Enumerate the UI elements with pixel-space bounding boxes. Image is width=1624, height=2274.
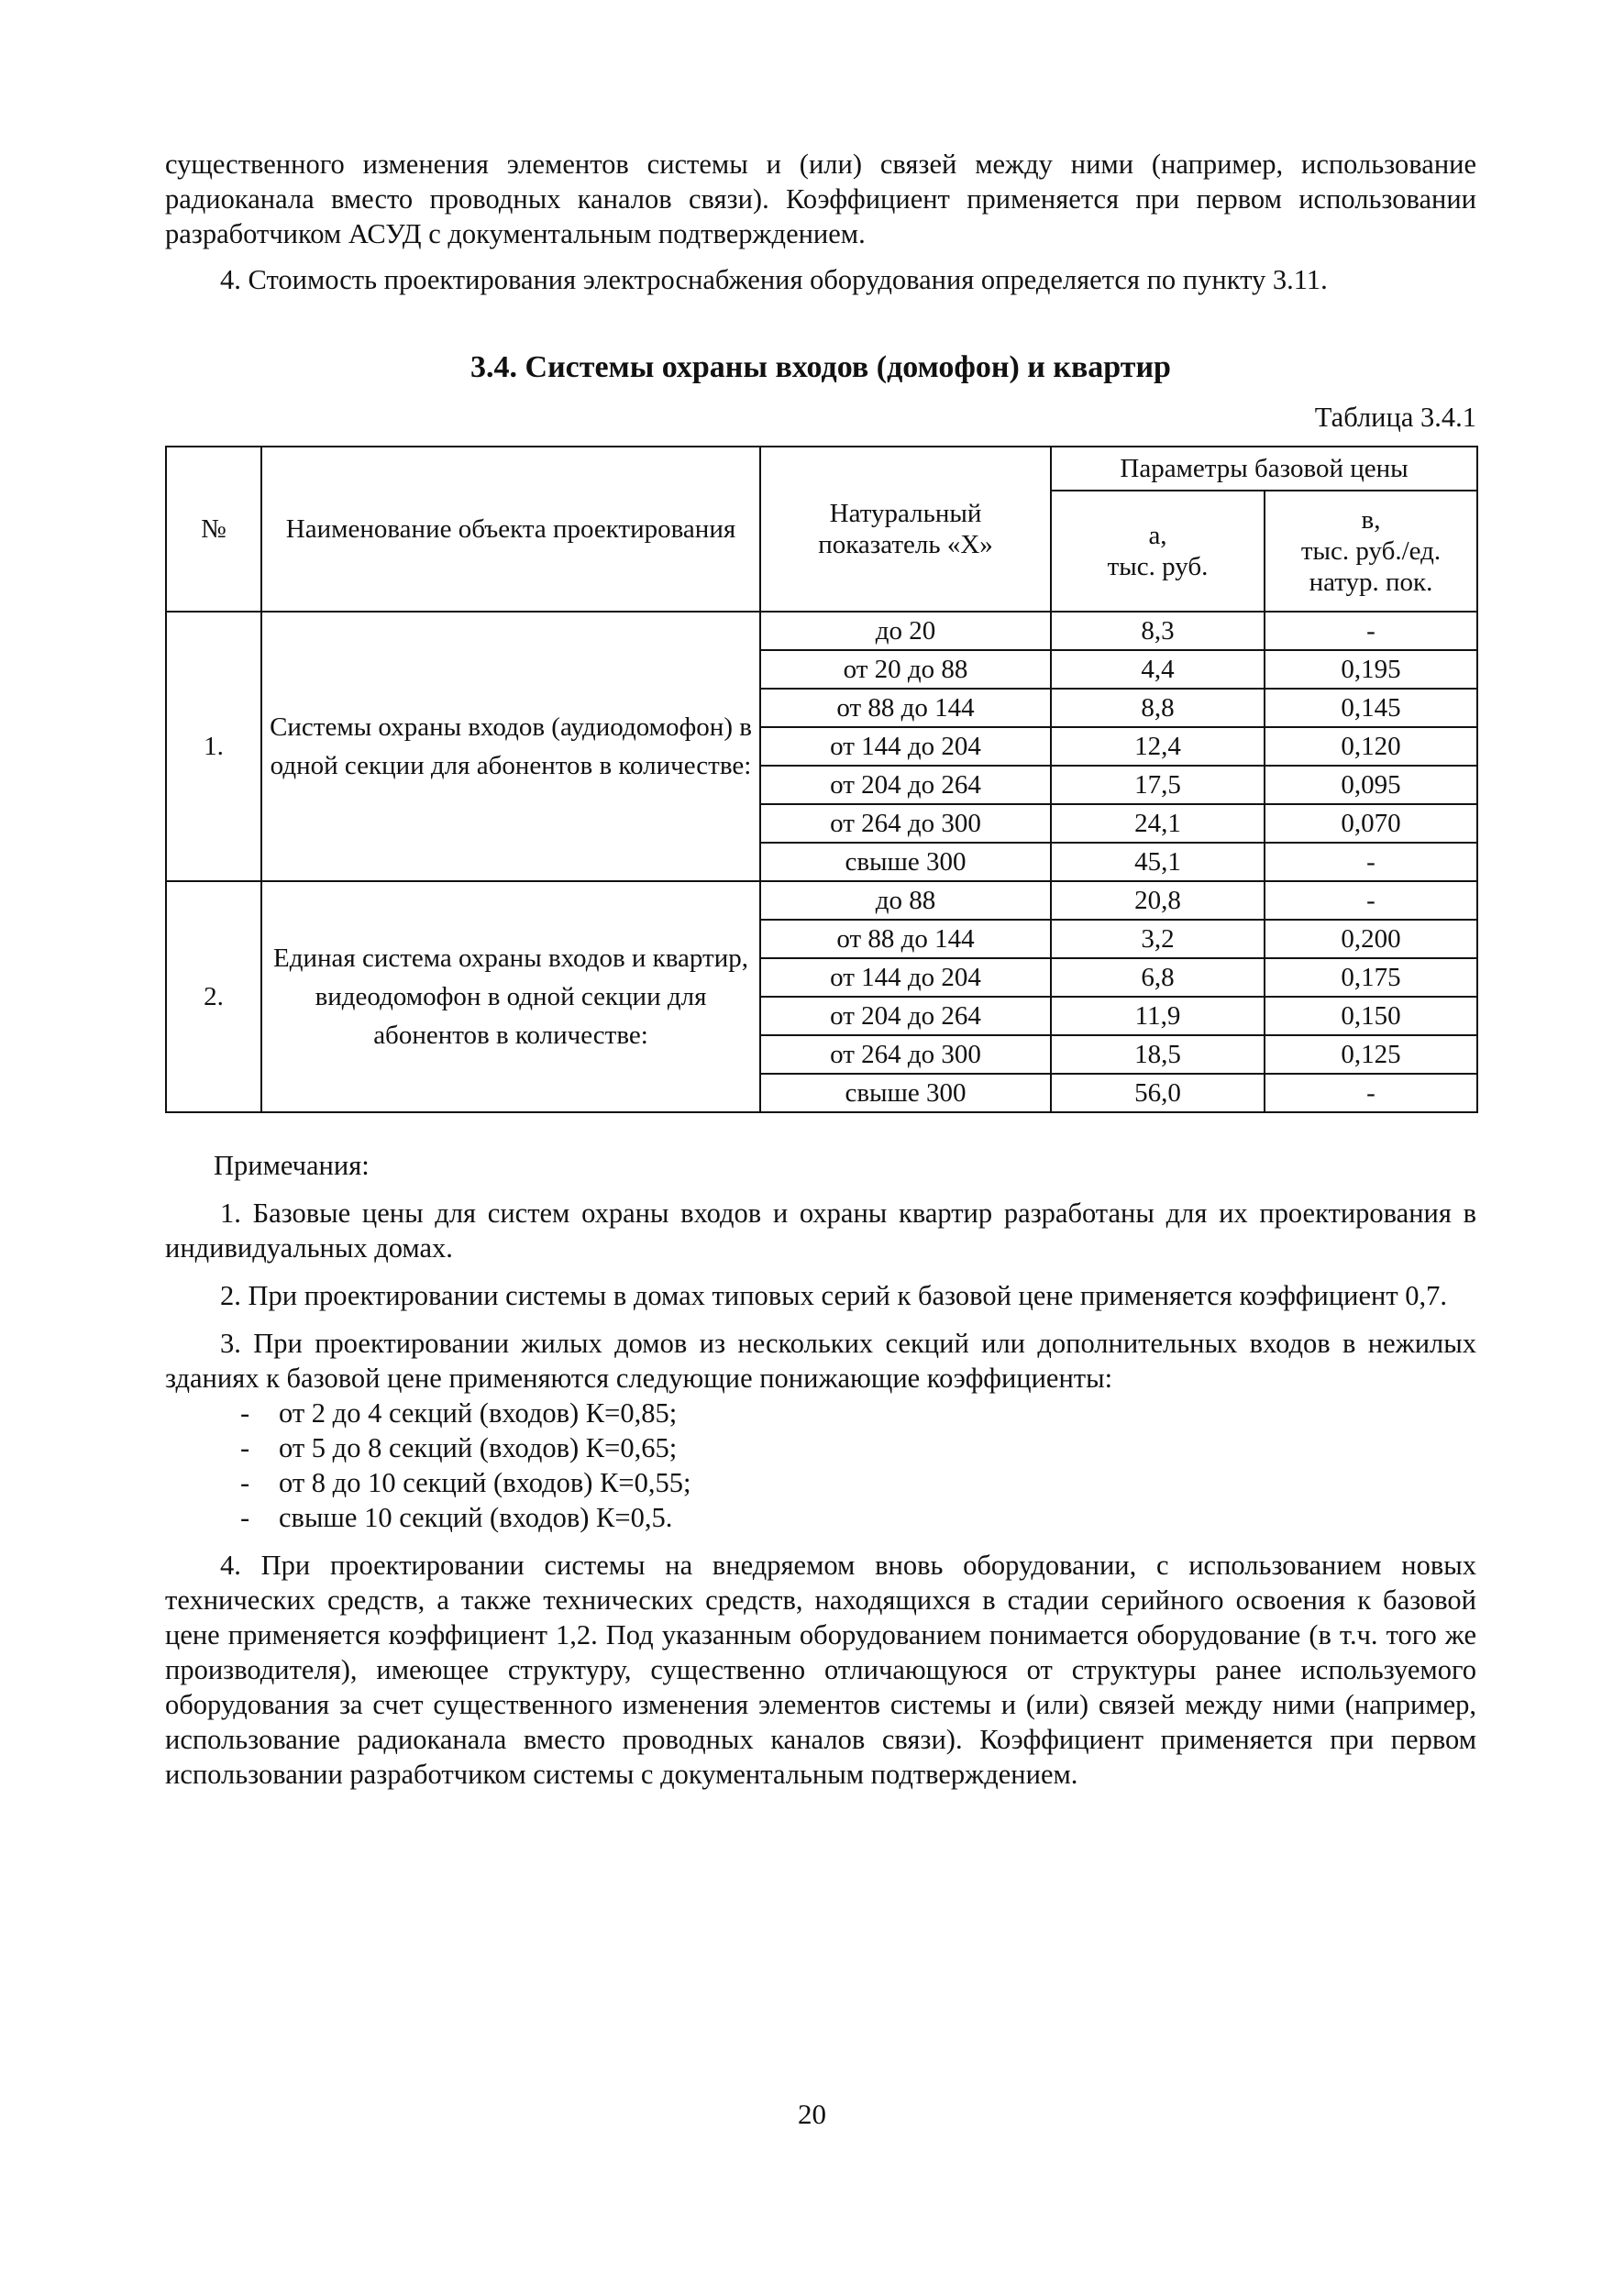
note-4: 4. При проектировании системы на внедряемом вновь оборудовании, с использованием новых технических средств, а также технических средств, находящихся в стадии серийного освоения к базовой цене применяется коэффициент 1,2. Под указанным оборудованием понимается оборудование (в т.ч. того же производителя), имеющее структуру, существенно отличающуюся от структуры ранее используемого оборудования за счет существенного изменения элементов системы и (или) связей между ними (например, использование радиоканала вместо проводных каналов связи). Коэффициент применяется при первом использовании разработчиком системы с документальным подтверждением. [165, 1550, 1476, 1790]
indicator-cell: от 20 до 88 [760, 650, 1051, 689]
document-page [165, 147, 1476, 1792]
price-b-cell: 0,070 [1265, 804, 1477, 843]
indicator-cell: от 204 до 264 [760, 766, 1051, 804]
indicator-cell: свыше 300 [760, 843, 1051, 881]
list-item: - от 2 до 4 секций (входов) К=0,85; [240, 1397, 678, 1429]
price-b-cell: - [1265, 1074, 1477, 1112]
indicator-cell: от 204 до 264 [760, 997, 1051, 1035]
table-label: Таблица 3.4.1 [1314, 402, 1476, 433]
price-a-cell: 3,2 [1051, 920, 1265, 958]
price-a-cell: 56,0 [1051, 1074, 1265, 1112]
row-number: 1. [166, 612, 261, 881]
price-b-cell: 0,095 [1265, 766, 1477, 804]
header-a-unit: тыс. руб. [1107, 552, 1209, 581]
price-b-cell: - [1265, 612, 1477, 650]
indicator-cell: от 88 до 144 [760, 689, 1051, 727]
header-name: Наименование объекта проектирования [261, 447, 760, 612]
table-row [166, 881, 1477, 920]
price-a-cell: 8,3 [1051, 612, 1265, 650]
indicator-cell: свыше 300 [760, 1074, 1051, 1112]
indicator-cell: от 264 до 300 [760, 1035, 1051, 1074]
table-row [166, 612, 1477, 650]
price-b-cell: 0,120 [1265, 727, 1477, 766]
object-name: Системы охраны входов (аудиодомофон) в одной секции для абонентов в количестве: [261, 612, 760, 881]
price-a-cell: 8,8 [1051, 689, 1265, 727]
price-b-cell: 0,175 [1265, 958, 1477, 997]
header-a [1051, 491, 1265, 612]
header-indicator: Натуральный показатель «Х» [760, 447, 1051, 612]
header-b-label: в, [1361, 505, 1381, 535]
header-no: № [166, 447, 261, 612]
object-name: Единая система охраны входов и квартир, видеодомофон в одной секции для абонентов в количестве: [261, 881, 760, 1112]
note-3: 3. При проектировании жилых домов из нескольких секций или дополнительных входов в нежилых зданиях к базовой цене применяются следующие понижающие коэффициенты: [165, 1328, 1476, 1394]
price-a-cell: 24,1 [1051, 804, 1265, 843]
list-item: - от 5 до 8 секций (входов) К=0,65; [240, 1432, 678, 1463]
price-table [165, 446, 1478, 1113]
header-b [1265, 491, 1477, 612]
header-b-unit: тыс. руб./ед. натур. пок. [1300, 536, 1442, 597]
price-b-cell: 0,145 [1265, 689, 1477, 727]
price-b-cell: - [1265, 843, 1477, 881]
indicator-cell: от 264 до 300 [760, 804, 1051, 843]
note-1: 1. Базовые цены для систем охраны входов и охраны квартир разработаны для их проектирования в индивидуальных домах. [165, 1198, 1476, 1264]
price-a-cell: 4,4 [1051, 650, 1265, 689]
header-a-label: а, [1148, 521, 1167, 550]
intro-point-4: 4. Стоимость проектирования электроснабжения оборудования определяется по пункту 3.11. [220, 264, 1328, 295]
price-a-cell: 20,8 [1051, 881, 1265, 920]
price-a-cell: 11,9 [1051, 997, 1265, 1035]
notes-title: Примечания: [214, 1150, 370, 1181]
price-b-cell: 0,150 [1265, 997, 1477, 1035]
price-a-cell: 17,5 [1051, 766, 1265, 804]
header-base-params: Параметры базовой цены [1051, 447, 1477, 491]
list-item: - свыше 10 секций (входов) К=0,5. [240, 1502, 673, 1533]
price-a-cell: 18,5 [1051, 1035, 1265, 1074]
indicator-cell: до 20 [760, 612, 1051, 650]
price-b-cell: 0,195 [1265, 650, 1477, 689]
indicator-cell: до 88 [760, 881, 1051, 920]
price-b-cell: 0,200 [1265, 920, 1477, 958]
note-2: 2. При проектировании системы в домах типовых серий к базовой цене применяется коэффициент 0,7. [220, 1280, 1448, 1311]
intro-paragraph: существенного изменения элементов системы и (или) связей между ними (например, использование радиоканала вместо проводных каналов связи). Коэффициент применяется при первом использовании разработчиком АСУД с документальным подтверждением. [165, 149, 1476, 249]
indicator-cell: от 144 до 204 [760, 958, 1051, 997]
indicator-cell: от 88 до 144 [760, 920, 1051, 958]
indicator-cell: от 144 до 204 [760, 727, 1051, 766]
price-a-cell: 6,8 [1051, 958, 1265, 997]
row-number: 2. [166, 881, 261, 1112]
table-body [166, 612, 1477, 1112]
price-a-cell: 12,4 [1051, 727, 1265, 766]
page-number: 20 [798, 2098, 826, 2130]
price-b-cell: 0,125 [1265, 1035, 1477, 1074]
note-3-list [165, 1396, 1476, 1535]
section-title: 3.4. Системы охраны входов (домофон) и квартир [470, 350, 1171, 384]
list-item: - от 8 до 10 секций (входов) К=0,55; [240, 1467, 691, 1498]
price-b-cell: - [1265, 881, 1477, 920]
price-a-cell: 45,1 [1051, 843, 1265, 881]
